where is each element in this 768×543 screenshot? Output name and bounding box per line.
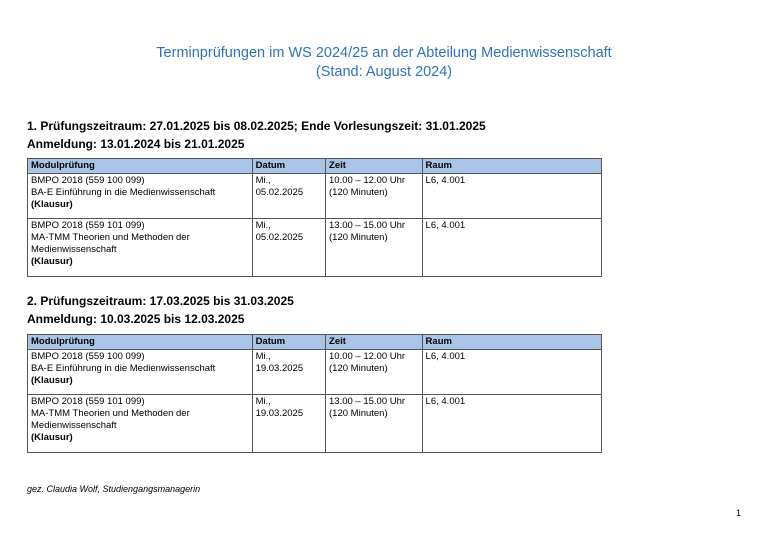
- section-2-registration: Anmeldung: 10.03.2025 bis 12.03.2025: [27, 312, 245, 326]
- room-cell: L6, 4.001: [422, 350, 601, 395]
- exam-time: 13.00 – 15.00 Uhr: [329, 396, 406, 407]
- header-raum: Raum: [422, 335, 601, 350]
- table-header-row: [28, 159, 602, 174]
- table-row: [28, 350, 602, 395]
- date-cell: [252, 350, 325, 395]
- exam-duration: (120 Minuten): [329, 408, 388, 419]
- time-cell: [326, 219, 423, 277]
- date-cell: [252, 174, 325, 219]
- section-2-period: 2. Prüfungszeitraum: 17.03.2025 bis 31.03.2025: [27, 294, 294, 308]
- signature: gez. Claudia Wolf, Studiengangsmanagerin: [27, 484, 201, 494]
- module-name: MA-TMM Theorien und Methoden der: [31, 232, 190, 243]
- header-zeit: Zeit: [326, 159, 423, 174]
- header-modulpruefung: Modulprüfung: [28, 335, 253, 350]
- exam-date: 05.02.2025: [255, 187, 304, 198]
- exam-day: Mi.,: [255, 175, 271, 186]
- date-cell: [252, 395, 325, 453]
- exam-day: Mi.,: [255, 351, 271, 362]
- document-title: [0, 44, 768, 82]
- table-row: [28, 395, 602, 453]
- module-code: BMPO 2018 (559 101 099): [31, 396, 145, 407]
- exam-time: 10.00 – 12.00 Uhr: [329, 351, 406, 362]
- time-cell: [326, 350, 423, 395]
- time-cell: [326, 174, 423, 219]
- module-type: (Klausur): [31, 375, 73, 386]
- room-cell: L6, 4.001: [422, 219, 601, 277]
- table-header-row: [28, 335, 602, 350]
- exam-date: 05.02.2025: [255, 232, 304, 243]
- section-1-period: 1. Prüfungszeitraum: 27.01.2025 bis 08.02.2025; Ende Vorlesungszeit: 31.01.2025: [27, 119, 486, 133]
- exam-day: Mi.,: [255, 220, 271, 231]
- title-line-1: Terminprüfungen im WS 2024/25 an der Abteilung Medienwissenschaft: [156, 45, 612, 61]
- room-cell: L6, 4.001: [422, 174, 601, 219]
- module-cell: [28, 395, 253, 453]
- module-name: BA-E Einführung in die Medienwissenschaft: [31, 187, 216, 198]
- module-type: (Klausur): [31, 256, 73, 267]
- section-2-heading: [27, 292, 294, 328]
- module-type: (Klausur): [31, 432, 73, 443]
- module-name: MA-TMM Theorien und Methoden der: [31, 408, 190, 419]
- section-1-heading: [27, 117, 486, 153]
- module-name-cont: Medienwissenschaft: [31, 420, 117, 431]
- header-raum: Raum: [422, 159, 601, 174]
- module-cell: [28, 219, 253, 277]
- exam-date: 19.03.2025: [255, 408, 304, 419]
- table-row: [28, 174, 602, 219]
- header-datum: Datum: [252, 159, 325, 174]
- section-1-registration: Anmeldung: 13.01.2024 bis 21.01.2025: [27, 137, 245, 151]
- title-line-2: (Stand: August 2024): [315, 64, 453, 80]
- header-datum: Datum: [252, 335, 325, 350]
- module-name-cont: Medienwissenschaft: [31, 244, 117, 255]
- room-cell: L6, 4.001: [422, 395, 601, 453]
- module-cell: [28, 174, 253, 219]
- exam-time: 13.00 – 15.00 Uhr: [329, 220, 406, 231]
- date-cell: [252, 219, 325, 277]
- exam-duration: (120 Minuten): [329, 363, 388, 374]
- exam-duration: (120 Minuten): [329, 232, 388, 243]
- exam-table-1: [27, 158, 602, 277]
- header-zeit: Zeit: [326, 335, 423, 350]
- header-modulpruefung: Modulprüfung: [28, 159, 253, 174]
- time-cell: [326, 395, 423, 453]
- module-type: (Klausur): [31, 199, 73, 210]
- exam-duration: (120 Minuten): [329, 187, 388, 198]
- table-row: [28, 219, 602, 277]
- exam-day: Mi.,: [255, 396, 271, 407]
- module-cell: [28, 350, 253, 395]
- exam-date: 19.03.2025: [255, 363, 304, 374]
- exam-table-2: [27, 334, 602, 453]
- module-code: BMPO 2018 (559 100 099): [31, 351, 145, 362]
- module-code: BMPO 2018 (559 101 099): [31, 220, 145, 231]
- page-number: 1: [736, 508, 742, 518]
- exam-time: 10.00 – 12.00 Uhr: [329, 175, 406, 186]
- module-name: BA-E Einführung in die Medienwissenschaft: [31, 363, 216, 374]
- module-code: BMPO 2018 (559 100 099): [31, 175, 145, 186]
